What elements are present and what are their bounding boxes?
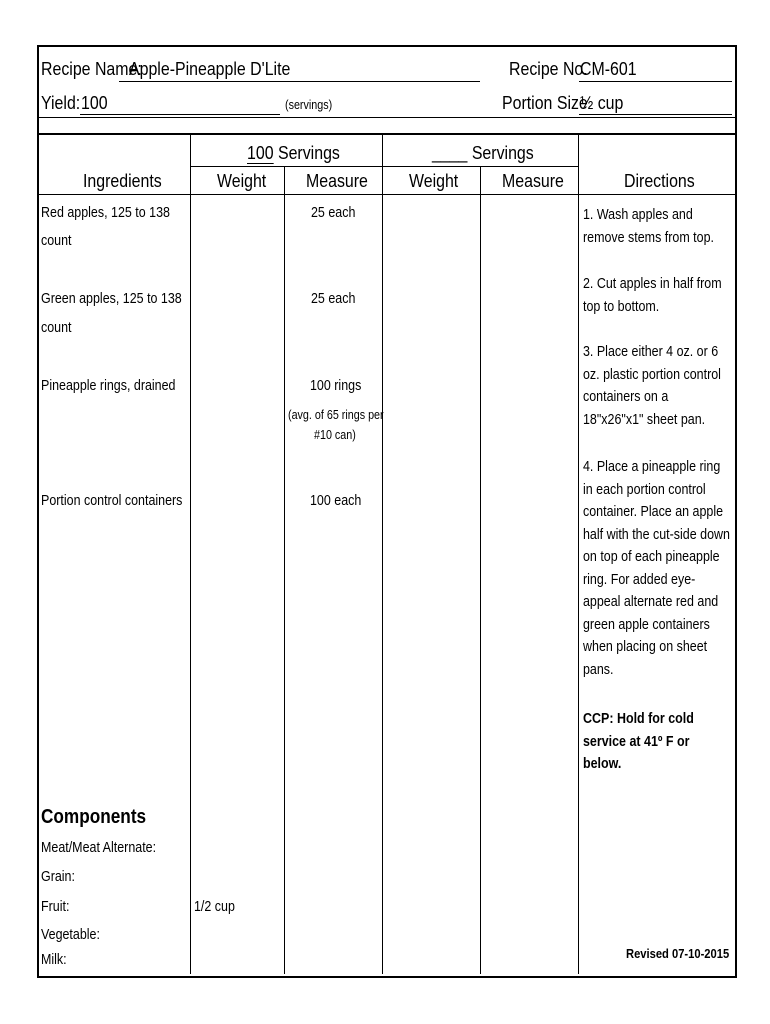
ingredient-3-line1: Pineapple rings, drained [41, 378, 176, 394]
recipe-no-underline [579, 81, 732, 82]
measure-header-1: Measure [306, 170, 368, 191]
servings-count-1: 100 [247, 142, 274, 163]
portion-underline [579, 114, 732, 115]
servings-header-2 [432, 142, 534, 164]
weight-header-2: Weight [409, 170, 459, 191]
recipe-name-label: Recipe Name: [41, 58, 142, 79]
yield-unit: (servings) [285, 98, 333, 112]
component-fruit-value: 1/2 cup [194, 899, 235, 915]
servings-label-1: Servings [277, 142, 340, 163]
servings-divider [190, 166, 578, 167]
component-milk: Milk: [41, 952, 67, 968]
directions-header: Directions [624, 170, 695, 191]
ingredient-4-line1: Portion control containers [41, 493, 183, 509]
direction-2: 2. Cut apples in half from top to bottom. [583, 276, 722, 315]
ingredient-2-line1: Green apples, 125 to 138 [41, 291, 182, 307]
ingredient-4-measure: 100 each [310, 493, 362, 509]
portion-label: Portion Size [502, 92, 588, 113]
servings-header-1 [247, 142, 340, 164]
yield-label: Yield: [41, 92, 81, 113]
recipe-name: Apple-Pineapple D'Lite [129, 58, 291, 79]
ingredient-2-measure: 25 each [311, 291, 356, 307]
recipe-no-label: Recipe No. [509, 58, 588, 79]
yield-underline [80, 114, 280, 115]
direction-1: 1. Wash apples and remove stems from top. [583, 207, 714, 246]
ingredient-3-note1: (avg. of 65 rings per [288, 408, 384, 422]
measure-header-2: Measure [502, 170, 564, 191]
ingredient-1-measure: 25 each [311, 205, 356, 221]
direction-3: 3. Place either 4 oz. or 6 oz. plastic portion control containers on a 18"x26"x1" sheet pan. [583, 344, 721, 428]
ingredient-1-line1: Red apples, 125 to 138 [41, 205, 170, 221]
component-grain: Grain: [41, 869, 75, 885]
col-line-5 [578, 135, 579, 974]
col-line-1 [190, 135, 191, 974]
recipe-no: CM-601 [580, 58, 637, 79]
servings-label-2: Servings [471, 142, 534, 163]
weight-header-1: Weight [217, 170, 267, 191]
col-line-4 [480, 167, 481, 974]
ingredient-2-line2: count [41, 320, 72, 336]
ingredients-header: Ingredients [83, 170, 162, 191]
header-divider-1 [37, 117, 735, 118]
portion-value: ½ cup [580, 92, 624, 113]
ingredient-1-line2: count [41, 233, 72, 249]
yield-value: 100 [81, 92, 108, 113]
component-meat: Meat/Meat Alternate: [41, 840, 157, 856]
header-divider-2 [37, 133, 735, 135]
component-fruit: Fruit: [41, 899, 70, 915]
ccp-note: CCP: Hold for cold service at 41º F or below. [583, 711, 694, 772]
components-title: Components [41, 806, 147, 828]
ingredient-3-note2: #10 can) [314, 428, 356, 442]
col-line-3 [382, 135, 383, 974]
servings-count-2: ____ [432, 142, 468, 163]
component-vegetable: Vegetable: [41, 927, 100, 943]
column-header-divider [37, 194, 735, 195]
col-line-2 [284, 167, 285, 974]
direction-4: 4. Place a pineapple ring in each portion control container. Place an apple half with the cut-side down on top of each pineapple ring. For added eye-appeal alternate red and green apple containers when placing on sheet pans. [583, 459, 730, 678]
recipe-name-underline [119, 81, 480, 82]
revised-date: Revised 07-10-2015 [626, 946, 730, 961]
ingredient-3-measure: 100 rings [310, 378, 362, 394]
